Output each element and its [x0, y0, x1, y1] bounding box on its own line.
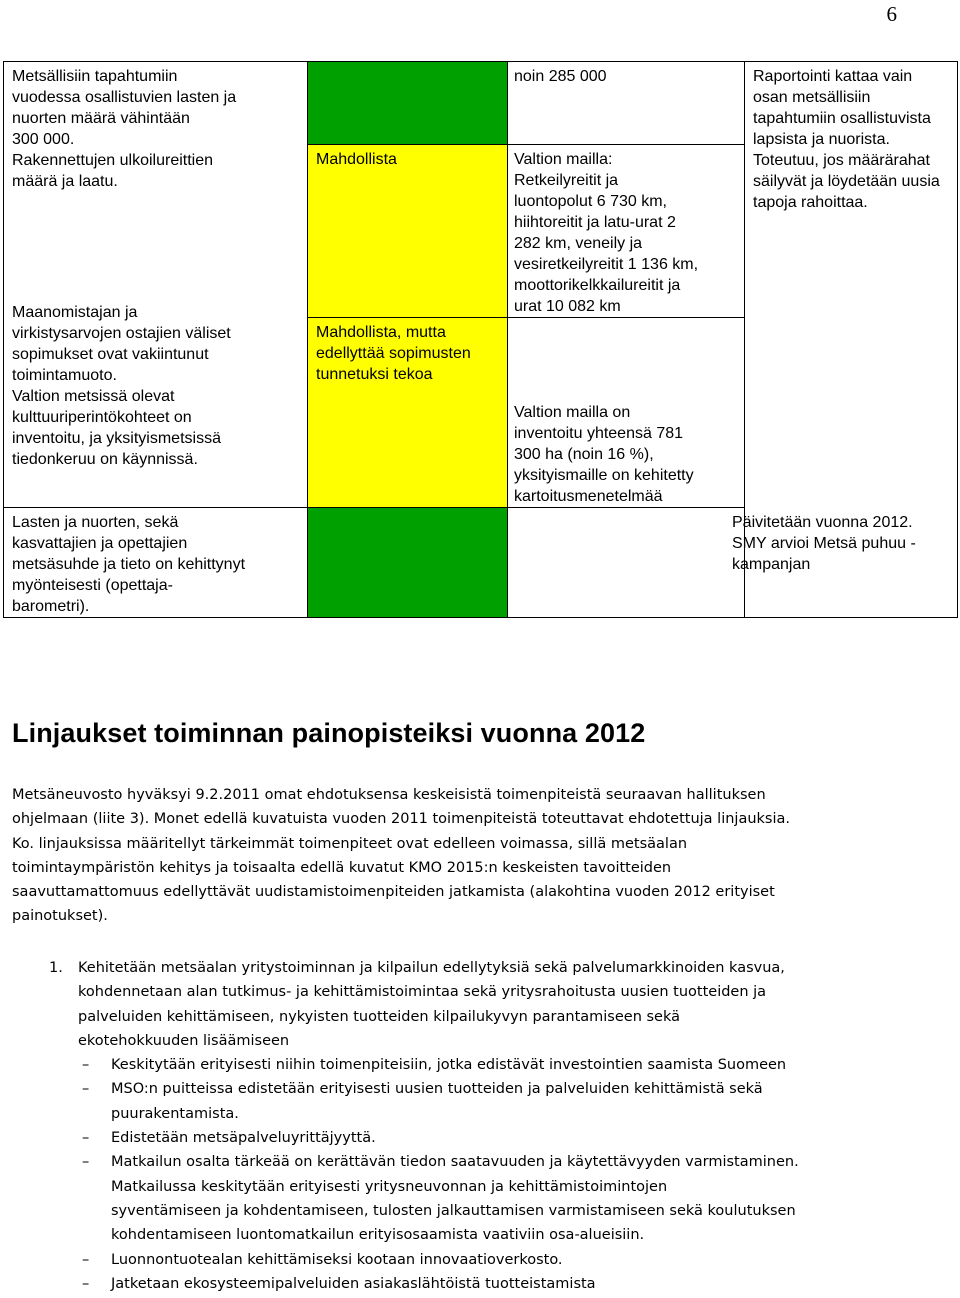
cell-line: myönteisesti (opettaja- — [12, 577, 173, 594]
table-cell-value-1 — [508, 62, 745, 145]
dash-bullet: – — [82, 1251, 90, 1268]
status-cell-yellow — [308, 145, 508, 318]
cell-line: nuorten määrä vähintään — [12, 110, 190, 127]
page-number: 6 — [886, 2, 897, 26]
status-label: edellyttää sopimusten — [316, 345, 471, 362]
sub-list-item — [12, 1150, 912, 1247]
cell-line: lapsista ja nuorista. — [753, 131, 890, 148]
cell-line: tapahtumiin osallistuvista — [753, 110, 931, 127]
cell-line: kulttuuriperintökohteet on — [12, 409, 192, 426]
status-label: tunnetuksi tekoa — [316, 366, 433, 383]
list-line: Luonnontuotealan kehittämiseksi kootaan innovaatioverkosto. — [111, 1251, 563, 1268]
cell-line: määrä ja laatu. — [12, 173, 118, 190]
table-cell-goals-1 — [4, 62, 308, 508]
cell-line: 300 000. — [12, 131, 75, 148]
cell-line: sopimukset ovat vakiintunut — [12, 346, 209, 363]
cell-line: vesiretkeilyreitit 1 136 km, — [514, 256, 699, 273]
list-line: puurakentamista. — [111, 1105, 239, 1122]
cell-line: Rakennettujen ulkoilureittien — [12, 152, 214, 169]
cell-line: 300 ha (noin 16 %), — [514, 446, 654, 463]
list-line: palveluiden kehittämiseen, nykyisten tuotteiden kilpailukyvyn parantamiseen sekä — [78, 1008, 680, 1025]
dash-bullet: – — [82, 1130, 90, 1147]
cell-line: kasvattajien ja opettajien — [12, 535, 188, 552]
dash-bullet: – — [82, 1154, 90, 1171]
cell-line: kartoitusmenetelmää — [514, 488, 663, 505]
cell-line: Valtion metsissä olevat — [12, 388, 175, 405]
cell-line: Metsällisiin tapahtumiin — [12, 68, 178, 85]
cell-line: Raportointi kattaa vain — [753, 68, 913, 85]
paragraph-line: painotukset). — [12, 908, 108, 925]
priority-list — [12, 956, 912, 1296]
list-line: syventämiseen ja kohdentamiseen, tulosten jalkauttamisen varmistamiseen sekä koulutuksen — [111, 1202, 796, 1219]
list-number: 1. — [49, 960, 63, 976]
cell-line: tiedonkeruu on käynnissä. — [12, 451, 198, 468]
list-line: MSO:n puitteissa edistetään erityisesti uusien tuotteiden ja palveluiden kehittämistä sekä — [111, 1081, 763, 1098]
sub-list-item — [12, 1248, 912, 1272]
cell-line: SMY arvioi Metsä puhuu - — [732, 535, 916, 552]
cell-line: Maanomistajan ja — [12, 304, 138, 321]
status-cell-green — [308, 62, 508, 145]
cell-line: moottorikelkkailureitit ja — [514, 277, 681, 294]
sub-list-item — [12, 1272, 912, 1296]
status-cell-green — [308, 508, 508, 618]
cell-line: inventoitu, ja yksityismetsissä — [12, 430, 221, 447]
paragraph-line: saavuttamattomuus edellyttävät uudistamistoimenpiteiden jatkamista (alakohtina vuoden 2012 erityiset — [12, 884, 775, 901]
cell-line: barometri). — [12, 598, 90, 615]
cell-line: kampanjan — [732, 556, 811, 573]
cell-line: osan metsällisiin — [753, 89, 871, 106]
dash-bullet: – — [82, 1275, 90, 1292]
status-label: Mahdollista — [316, 151, 397, 168]
table-cell-value-2 — [508, 145, 745, 318]
cell-line: inventoitu yhteensä 781 — [514, 425, 684, 442]
status-label: Mahdollista, mutta — [316, 324, 446, 341]
cell-line: toimintamuoto. — [12, 367, 117, 384]
cell-line: Valtion mailla: — [514, 151, 613, 168]
list-line: Matkailussa keskitytään erityisesti yritysneuvonnan ja kehittämistoimintojen — [111, 1178, 668, 1195]
cell-line: luontopolut 6 730 km, — [514, 193, 667, 210]
table-cell-value-4 — [508, 508, 745, 618]
cell-line: tapoja rahoittaa. — [753, 194, 868, 211]
list-line: Kehitetään metsäalan yritystoiminnan ja kilpailun edellytyksiä sekä palvelumarkkinoiden kasvua, — [78, 960, 785, 976]
list-item — [12, 956, 912, 1053]
cell-line: metsäsuhde ja tieto on kehittynyt — [12, 556, 246, 573]
list-line: kohdennetaan alan tutkimus- ja kehittämistoimintaa sekä yritysrahoitusta uusien tuotteiden ja — [78, 984, 767, 1001]
cell-line: vuodessa osallistuvien lasten ja — [12, 89, 237, 106]
section-heading: Linjaukset toiminnan painopisteiksi vuonna 2012 — [12, 718, 646, 748]
notes-block-2 — [732, 512, 916, 575]
sub-list-item — [12, 1126, 912, 1150]
cell-line: virkistysarvojen ostajien väliset — [12, 325, 231, 342]
list-line: Edistetään metsäpalveluyrittäjyyttä. — [111, 1130, 376, 1147]
list-line: Jatketaan ekosysteemipalveluiden asiakaslähtöistä tuotteistamista — [111, 1275, 596, 1292]
cell-line: 282 km, veneily ja — [514, 235, 643, 252]
cell-line: Valtion mailla on — [514, 404, 631, 421]
sub-list-item — [12, 1077, 912, 1126]
cell-line: yksityismaille on kehitetty — [514, 467, 694, 484]
cell-line: Retkeilyreitit ja — [514, 172, 619, 189]
list-line: Keskitytään erityisesti niihin toimenpiteisiin, jotka edistävät investointien saamista Suomeen — [111, 1057, 787, 1074]
cell-line: noin 285 000 — [514, 68, 607, 85]
list-line: Matkailun osalta tärkeää on kerättävän tiedon saatavuuden ja käytettävyyden varmistaminen. — [111, 1154, 799, 1171]
table-cell-value-3 — [508, 318, 745, 508]
paragraph-line: ohjelmaan (liite 3). Monet edellä kuvatuista vuoden 2011 toimenpiteistä toteuttavat ehdotettuja linjauksia. — [12, 811, 790, 828]
cell-line: urat 10 082 km — [514, 298, 621, 315]
sub-list-item — [12, 1053, 912, 1077]
dash-bullet: – — [82, 1081, 90, 1098]
paragraph-line: Metsäneuvosto hyväksyi 9.2.2011 omat ehdotuksensa keskeisistä toimenpiteistä seuraavan hallituksen — [12, 787, 766, 803]
intro-paragraph — [12, 783, 912, 929]
dash-bullet: – — [82, 1057, 90, 1074]
cell-line: säilyvät ja löydetään uusia — [753, 173, 940, 190]
table-cell-goals-2 — [4, 508, 308, 618]
cell-line: hiihtoreitit ja latu-urat 2 — [514, 214, 676, 231]
cell-line: Toteutuu, jos määrärahat — [753, 152, 930, 169]
paragraph-line: Ko. linjauksissa määritellyt tärkeimmät toimenpiteet ovat edelleen voimassa, sillä metsäalan — [12, 835, 688, 852]
status-cell-yellow — [308, 318, 508, 508]
list-line: kohdentamiseen luontomatkailun erityisosaamista vaativiin osa-alueisiin. — [111, 1227, 645, 1244]
list-line: ekotehokkuuden lisäämiseen — [78, 1032, 290, 1049]
paragraph-line: toimintaympäristön kehitys ja toisaalta edellä kuvatut KMO 2015:n keskeisten tavoitteiden — [12, 859, 672, 876]
cell-line: Lasten ja nuorten, sekä — [12, 514, 179, 531]
cell-line: Päivitetään vuonna 2012. — [732, 514, 913, 531]
